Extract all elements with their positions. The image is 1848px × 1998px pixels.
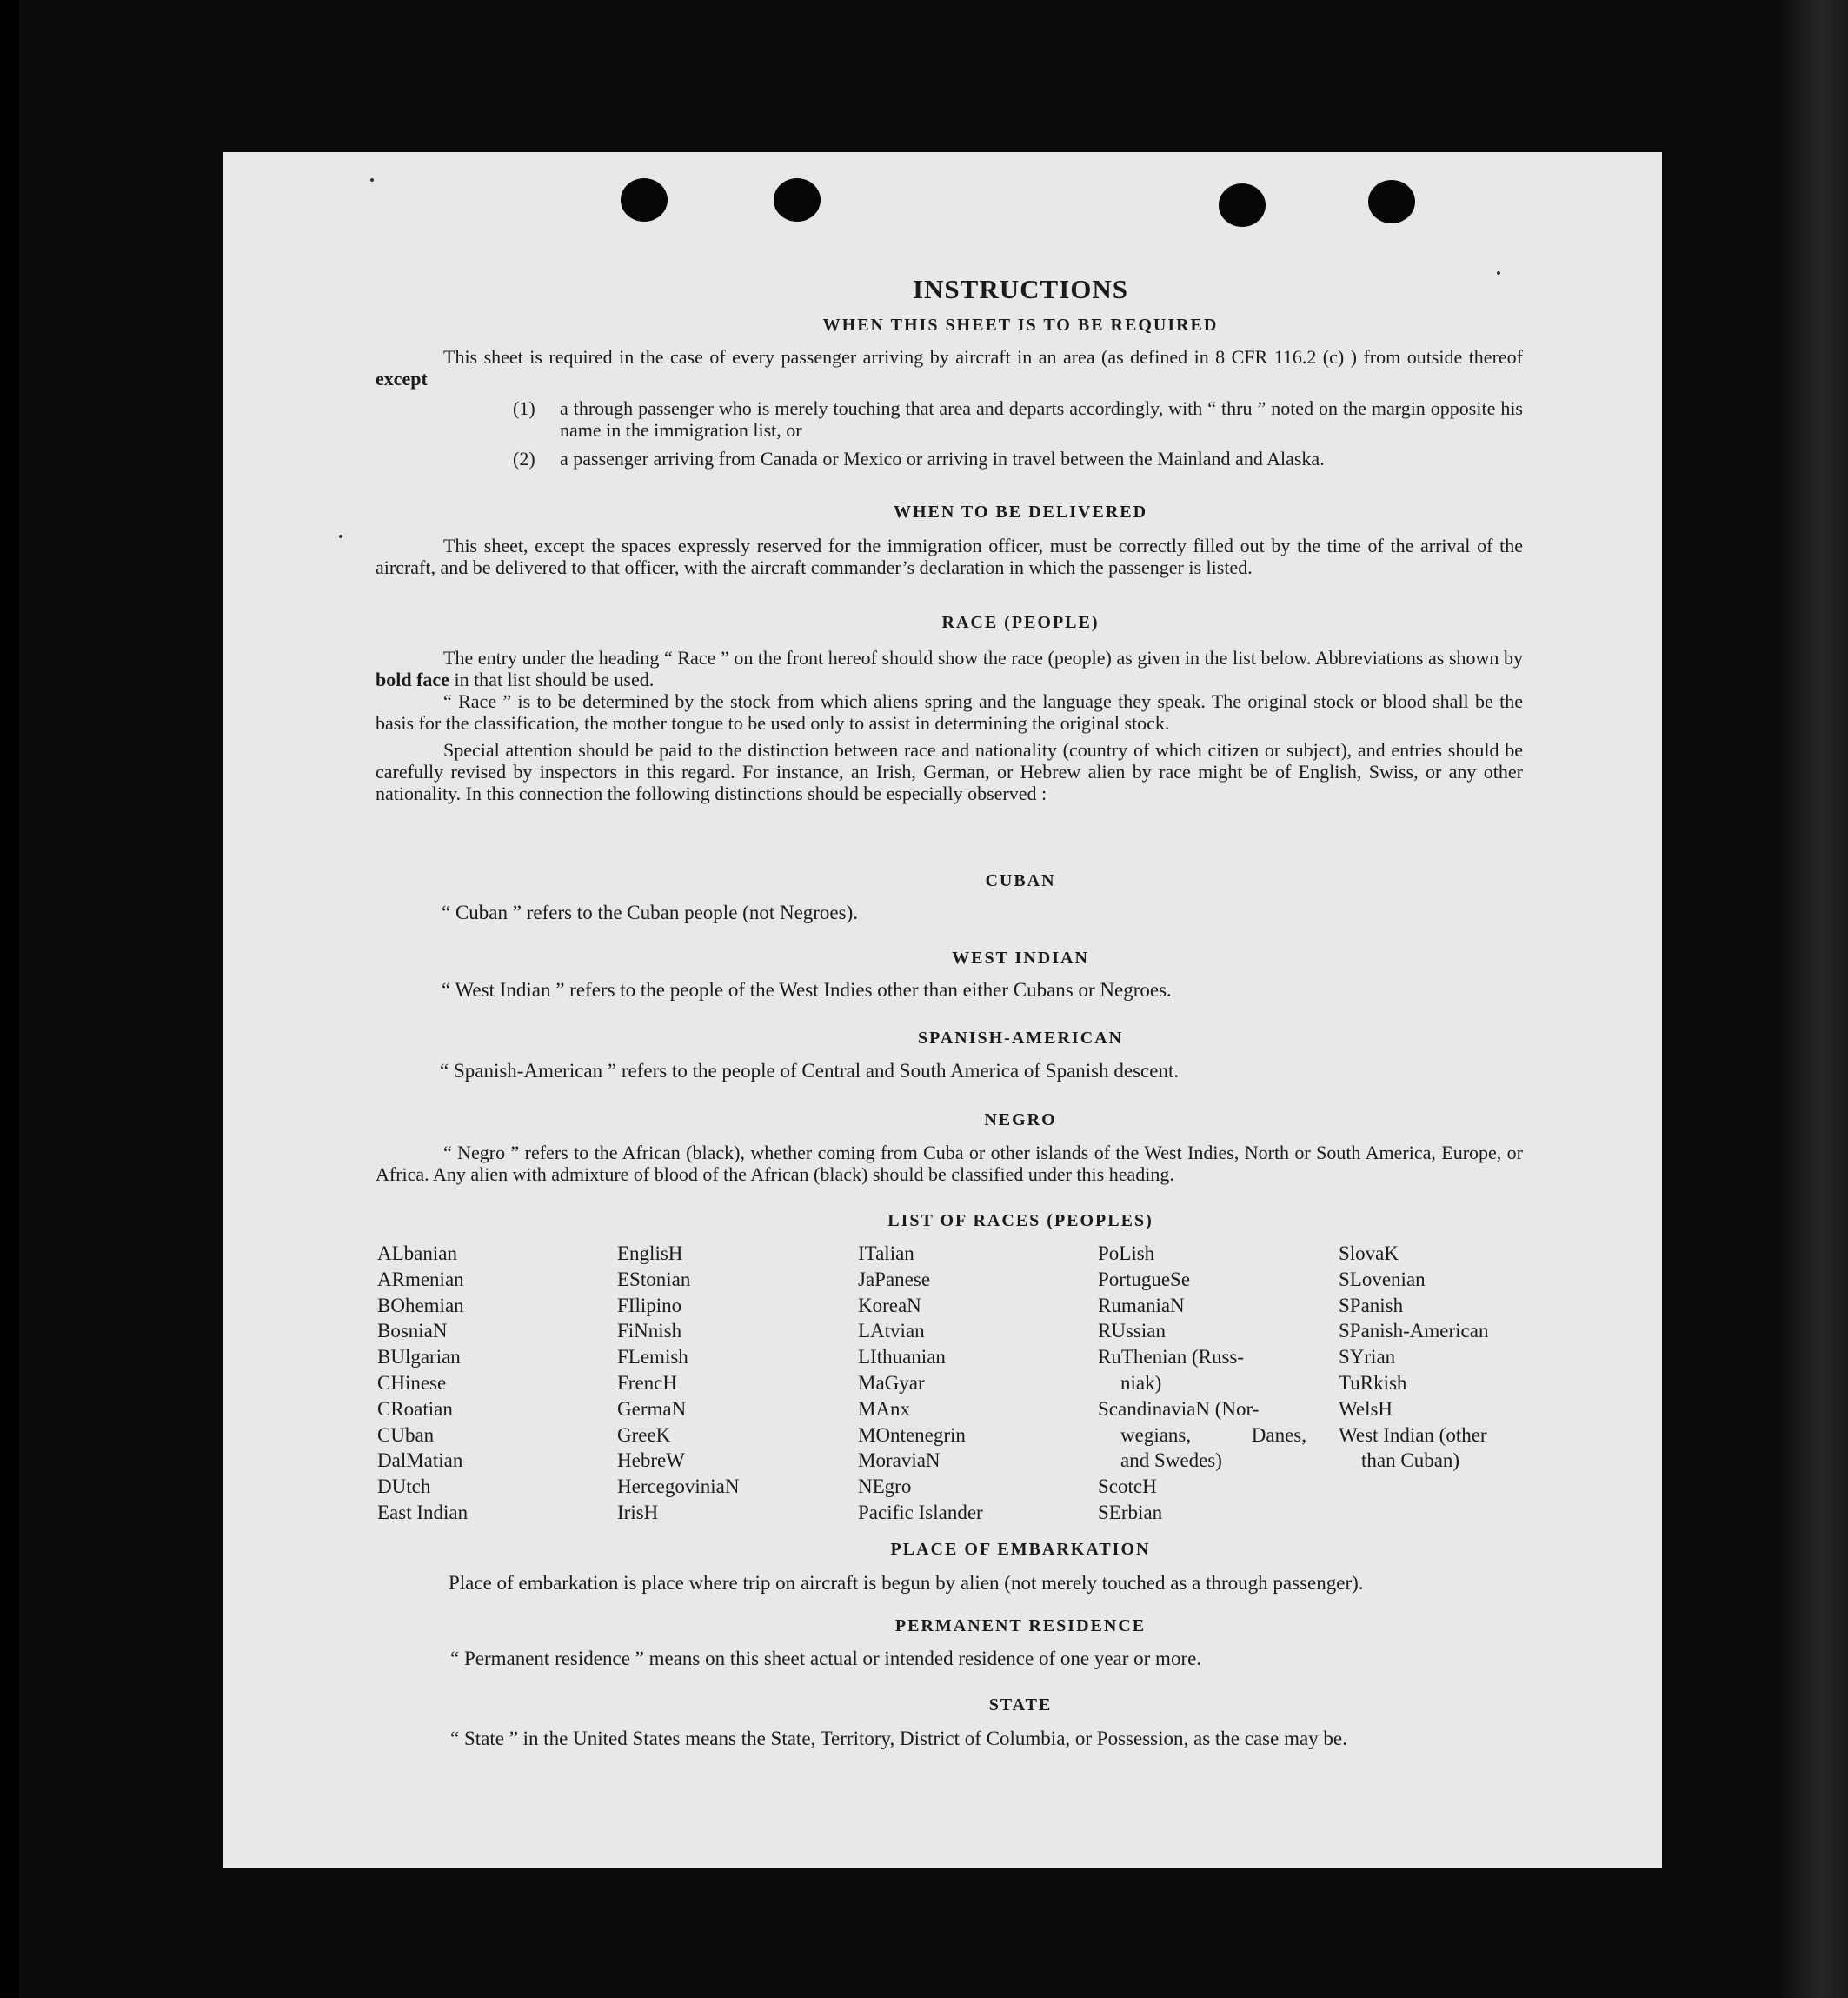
race-item: FrencH xyxy=(617,1371,677,1394)
race-item-continuation: wegians, Danes, xyxy=(1120,1423,1306,1446)
race-item: PortugueSe xyxy=(1098,1268,1191,1290)
race-item: CUban xyxy=(377,1423,435,1446)
intro-bold: except xyxy=(376,368,428,390)
race-item: RuThenian (Russ- xyxy=(1098,1346,1245,1369)
section-heading-spanish-american: SPANISH-AMERICAN xyxy=(917,1029,1124,1048)
race-item: CHinese xyxy=(377,1371,447,1394)
document-content xyxy=(223,152,1662,1868)
paragraph xyxy=(376,647,1523,690)
section-heading-state: STATE xyxy=(988,1695,1053,1715)
when-required-intro-text xyxy=(376,346,1523,390)
west-indian-definition: “ West Indian ” refers to the people of the West Indies other than either Cubans or Negroes. xyxy=(442,979,1172,1001)
race-item: DalMatian xyxy=(377,1449,463,1472)
race-item: LAtvian xyxy=(858,1320,925,1342)
race-item-continuation: than Cuban) xyxy=(1361,1449,1460,1472)
section-heading-when-delivered: WHEN TO BE DELIVERED xyxy=(893,503,1148,522)
state-definition xyxy=(382,1724,1535,1753)
section-heading-cuban: CUBAN xyxy=(985,871,1056,890)
race-item: TuRkish xyxy=(1339,1371,1407,1394)
negro-definition xyxy=(376,1142,1523,1185)
race-item: FIlipino xyxy=(617,1294,682,1316)
race-item-continuation: and Swedes) xyxy=(1120,1449,1222,1472)
race-item: MoraviaN xyxy=(858,1449,941,1472)
list-item xyxy=(513,397,1523,441)
race-item: IrisH xyxy=(617,1501,659,1523)
permanent-residence-definition: “ Permanent residence ” means on this sheet actual or intended residence of one year or more. xyxy=(450,1648,1202,1669)
race-item: ALbanian xyxy=(377,1242,457,1264)
race-item: FLemish xyxy=(617,1346,688,1369)
paragraph: “ Race ” is to be determined by the stock from which aliens spring and the language they speak. The original stock or blood shall be the basis for the classification, the mother tongue to be used only to assist in determining the original stock. xyxy=(376,690,1523,734)
embarkation-definition xyxy=(381,1569,1535,1597)
race-item: ScotcH xyxy=(1098,1475,1157,1498)
page-title: INSTRUCTIONS xyxy=(912,274,1128,304)
race-item: HebreW xyxy=(617,1449,685,1472)
race-item: MOntenegrin xyxy=(858,1423,966,1446)
race-item: BUlgarian xyxy=(377,1346,461,1369)
section-heading-place-of-embarkation: PLACE OF EMBARKATION xyxy=(890,1540,1151,1559)
section-heading-negro: NEGRO xyxy=(984,1110,1057,1129)
race-item: MAnx xyxy=(858,1397,911,1420)
race-item-continuation: niak) xyxy=(1120,1371,1162,1394)
section-heading-west-indian: WEST INDIAN xyxy=(952,949,1089,968)
race-item: RUssian xyxy=(1098,1320,1166,1342)
race-column xyxy=(858,1241,983,1526)
race-item: GermaN xyxy=(617,1397,687,1420)
intro-text: This sheet is required in the case of every passenger arriving by aircraft in an area (as defined in 8 CFR 116.2 (c) ) from outside thereof xyxy=(443,346,1523,368)
race-item: SLovenian xyxy=(1339,1268,1426,1290)
race-item: BOhemian xyxy=(377,1294,464,1316)
race-item: SErbian xyxy=(1098,1501,1163,1523)
section-heading-permanent-residence: PERMANENT RESIDENCE xyxy=(894,1616,1147,1635)
race-list xyxy=(377,1241,1551,1541)
race-item: MaGyar xyxy=(858,1371,925,1394)
race-item: SlovaK xyxy=(1339,1242,1399,1264)
race-item: LIthuanian xyxy=(858,1346,946,1369)
race-item: EnglisH xyxy=(617,1242,683,1264)
race-item: SPanish xyxy=(1339,1294,1404,1316)
race-column xyxy=(377,1241,468,1526)
race-item: HercegoviniaN xyxy=(617,1475,740,1498)
section-heading-list-of-races: LIST OF RACES (PEOPLES) xyxy=(887,1211,1153,1230)
race-p1-a: The entry under the heading “ Race ” on the front hereof should show the race (people) as given in the list below. Abbreviations as shown by xyxy=(443,647,1523,669)
paragraph: Place of embarkation is place where trip on aircraft is begun by alien (not merely touched as a through passenger). xyxy=(449,1572,1364,1594)
race-p1-b: in that list should be used. xyxy=(454,669,655,690)
race-item: ARmenian xyxy=(377,1268,464,1290)
race-item: NEgro xyxy=(858,1475,912,1498)
item-number: (2) xyxy=(513,448,535,470)
race-item: SPanish-American xyxy=(1339,1320,1489,1342)
race-item: EStonian xyxy=(617,1268,691,1290)
item-text: a passenger arriving from Canada or Mexico or arriving in travel between the Mainland and Alaska. xyxy=(560,448,1325,470)
race-item: GreeK xyxy=(617,1423,671,1446)
paragraph: This sheet, except the spaces expressly reserved for the immigration officer, must be correctly filled out by the time of the arrival of the aircraft, and be delivered to that officer, with the aircraft commander’s declaration in which the passenger is listed. xyxy=(376,535,1523,578)
scan-border-right xyxy=(1778,0,1848,1998)
list-item xyxy=(513,448,1523,470)
race-item: RumaniaN xyxy=(1098,1294,1185,1316)
paragraph: “ Negro ” refers to the African (black), whether coming from Cuba or other islands of the West Indies, North or South America, Europe, or Africa. Any alien with admixture of blood of the African (black) should be classified under this heading. xyxy=(376,1142,1523,1185)
paragraph: Special attention should be paid to the distinction between race and nationality (country of which citizen or subject), and entries should be carefully revised by inspectors in this regard. For instance, an Irish, German, or Hebrew alien by race might be of English, Swiss, or any other nationality. In this connection the following distinctions should be especially observed : xyxy=(376,739,1523,804)
race-item: JaPanese xyxy=(858,1268,931,1290)
section-heading-when-required: WHEN THIS SHEET IS TO BE REQUIRED xyxy=(822,316,1219,335)
race-column xyxy=(1339,1241,1488,1474)
race-column xyxy=(1098,1241,1306,1526)
race-item: CRoatian xyxy=(377,1397,453,1420)
item-number: (1) xyxy=(513,397,535,419)
race-item: ITalian xyxy=(858,1242,914,1264)
race-column xyxy=(617,1241,740,1526)
paragraph: “ State ” in the United States means the State, Territory, District of Columbia, or Possession, as the case may be. xyxy=(450,1728,1347,1749)
race-paragraphs xyxy=(376,647,1523,804)
race-item: Pacific Islander xyxy=(858,1501,983,1523)
when-delivered-text xyxy=(376,535,1523,578)
race-item: ScandinaviaN (Nor- xyxy=(1098,1397,1260,1420)
race-item: FiNnish xyxy=(617,1320,682,1342)
race-item: PoLish xyxy=(1098,1242,1155,1264)
item-text: a through passenger who is merely touching that area and departs accordingly, with “ thru ” noted on the margin opposite his name in the immigration list, or xyxy=(560,397,1523,441)
scan-border-left xyxy=(0,0,19,1998)
race-item: West Indian (other xyxy=(1339,1423,1487,1446)
section-heading-race: RACE (PEOPLE) xyxy=(941,613,1100,632)
race-item: BosniaN xyxy=(377,1320,448,1342)
race-item: SYrian xyxy=(1339,1346,1396,1369)
spanish-american-definition: “ Spanish-American ” refers to the people of Central and South America of Spanish descent. xyxy=(440,1060,1180,1082)
race-item: KoreaN xyxy=(858,1294,921,1316)
race-p1-bold: bold face xyxy=(376,669,449,690)
cuban-definition: “ Cuban ” refers to the Cuban people (not Negroes). xyxy=(442,902,859,923)
race-item: East Indian xyxy=(377,1501,469,1523)
race-item: DUtch xyxy=(377,1475,431,1498)
race-item: WelsH xyxy=(1339,1397,1393,1420)
document-page xyxy=(223,152,1662,1868)
